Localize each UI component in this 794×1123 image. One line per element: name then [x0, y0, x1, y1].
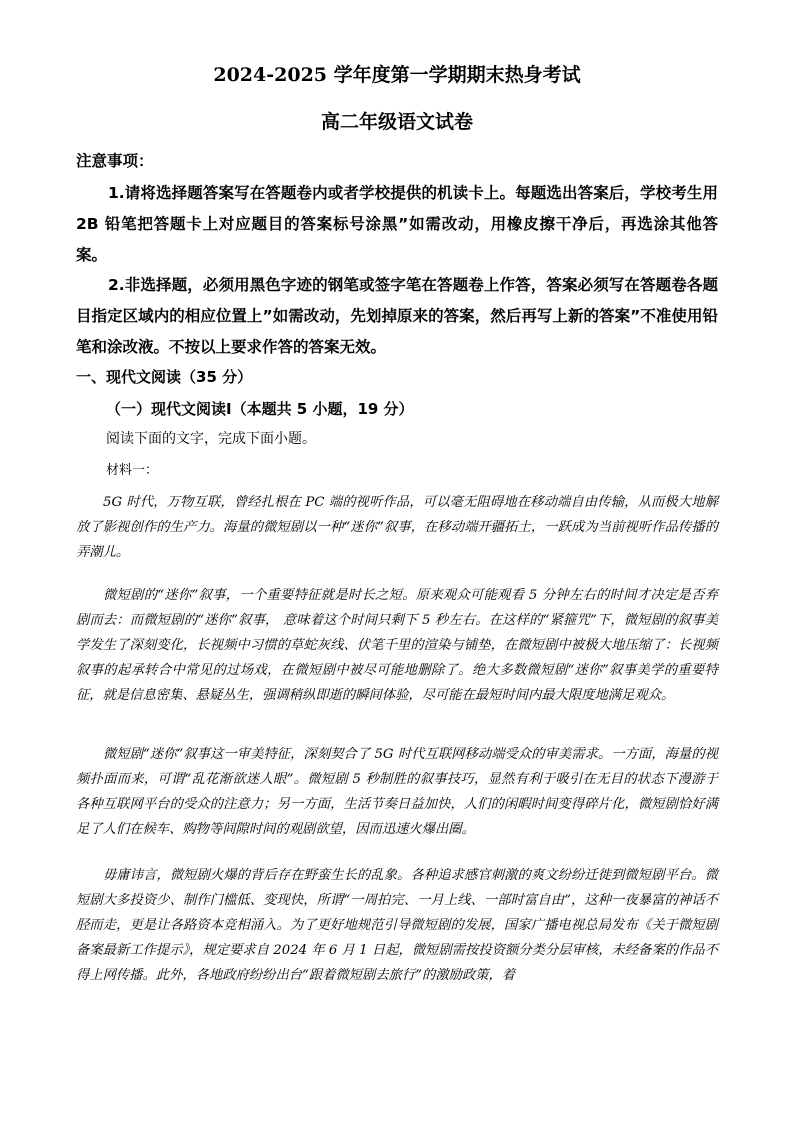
- passage-paragraph-2: 微短剧的“迷你”叙事，一个重要特征就是时长之短。原来观众可能观看 5 分钟左右的时间才决定是否弃剧而去：而微短剧的“迷你”叙事， 意味着这个时间只剩下 5 秒左右。在这样的“紧箍咒”下，微短剧的叙事美学发生了深刻变化，长视频中习惯的草蛇灰线、伏笔千里的渲染与铺垫，在微短剧中被极大地压缩了：长视频叙事的起承转合中常见的过场戏，在微短剧中被尽可能地删除了。绝大多数微短剧“迷你”叙事美学的重要特征，就是信息密集、悬疑丛生，强调稍纵即逝的瞬间体验，尽可能在最短时间内最大限度地满足观众。: [76, 588, 718, 703]
- section-subtitle: （一）现代文阅读Ⅰ（本题共 5 小题，19 分）: [106, 400, 414, 418]
- exam-subtitle: 高二年级语文试卷: [320, 111, 473, 133]
- notice-item-1: 1.请将选择题答案写在答题卷内或者学校提供的机读卡上。每题选出答案后，学校考生用 2B 铅笔把答题卡上对应题目的答案标号涂黑”如需改动，用橡皮擦干净后，再选涂其他答案。: [76, 184, 718, 264]
- notice-item-2: 2.非选择题，必须用黑色字迹的钢笔或签字笔在答题卷上作答，答案必须写在答题卷各题目指定区域内的相应位置上”如需改动，先划掉原来的答案，然后再写上新的答案”不准使用铅笔和涂改液。不按以上要求作答的答案无效。: [76, 276, 718, 356]
- notice-heading: 注意事项：: [76, 152, 154, 170]
- material-label: 材料一：: [106, 463, 159, 478]
- passage-paragraph-4: 毋庸讳言，微短剧火爆的背后存在野蛮生长的乱象。各种追求感官刺激的爽文纷纷迁徙到微短剧平台。微短剧大多投资少、制作门槛低、变现快，所谓“一周拍完、一月上线、一部时富自由”，这种一夜暴富的神话不胫而走，更是让各路资本竞相涌入。为了更好地规范引导微短剧的发展，国家广播电视总局发布《关于微短剧备案最新工作提示》，规定要求自 2024 年 6 月 1 日起，微短剧需按投资额分类分层审核，未经备案的作品不得上网传播。此外，各地政府纷纷出台“跟着微短剧去旅行”的激励政策，着: [76, 868, 718, 983]
- section-title: 一、现代文阅读（35 分）: [76, 368, 253, 386]
- passage-paragraph-3: 微短剧“迷你”叙事这一审美特征，深刻契合了 5G 时代互联网移动端受众的审美需求。一方面，海量的视频扑面而来，可谓“乱花渐欲迷人眼”。微短剧 5 秒制胜的叙事技巧，显然有利于吸引在无目的状态下漫游于各种互联网平台的受众的注意力；另一方面，生活节奏日益加快，人们的闲暇时间变得碎片化，微短剧恰好满足了人们在候车、购物等间隙时间的观剧欲望，因而迅速火爆出圈。: [76, 747, 718, 837]
- exam-title: 2024-2025 学年度第一学期期末热身考试: [213, 64, 581, 86]
- reading-instruction: 阅读下面的文字，完成下面小题。: [106, 431, 316, 447]
- passage-paragraph-1: 5G 时代，万物互联，曾经扎根在 PC 端的视听作品，可以毫无阻碍地在移动端自由传输，从而极大地解放了影视创作的生产力。海量的微短剧以一种“迷你”叙事，在移动端开疆拓土，一跃成为当前视听作品传播的弄潮儿。: [76, 495, 718, 560]
